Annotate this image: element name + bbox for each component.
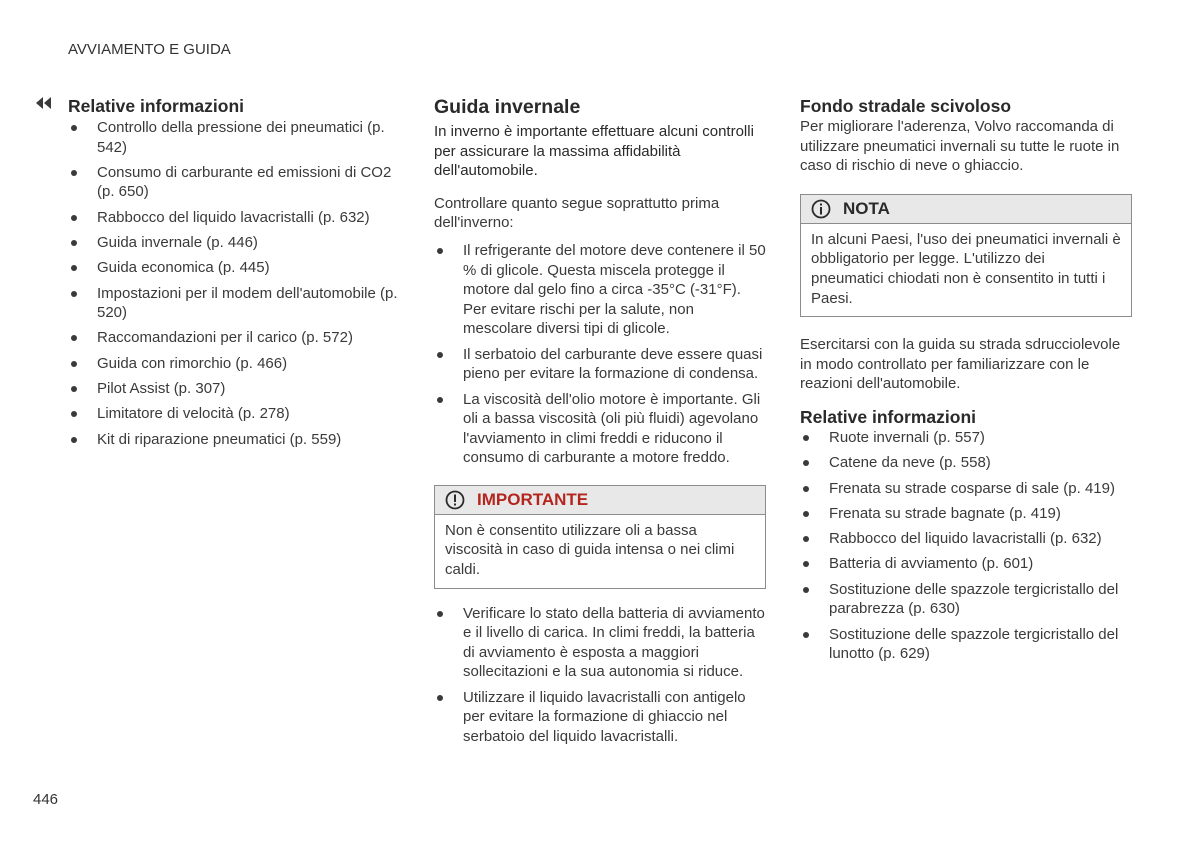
back-icon[interactable] bbox=[36, 97, 52, 109]
list-item: Utilizzare il liquido lavacristalli con antigelo per evitare la formazione di ghiaccio nel serbatoio del liquido lavacristalli. bbox=[434, 688, 766, 747]
warning-icon bbox=[445, 490, 465, 510]
related-link[interactable]: Controllo della pressione dei pneumatici (p. 542) bbox=[68, 118, 400, 157]
related-info-heading: Relative informazioni bbox=[68, 96, 245, 116]
related-info-list bbox=[800, 428, 1132, 664]
related-info-heading: Relative informazioni bbox=[800, 406, 977, 427]
related-link[interactable]: Raccomandazioni per il carico (p. 572) bbox=[68, 328, 400, 348]
checklist-a bbox=[434, 241, 766, 468]
related-link[interactable]: Frenata su strade cosparse di sale (p. 419) bbox=[800, 479, 1132, 499]
related-info-list bbox=[68, 118, 400, 449]
list-item: La viscosità dell'olio motore è importante. Gli oli a bassa viscosità (oli più fluidi) agevolano l'avviamento in climi freddi e riducono il consumo di carburante a motore freddo. bbox=[434, 390, 766, 468]
info-icon bbox=[811, 199, 831, 219]
note-header bbox=[801, 195, 1131, 224]
note-box bbox=[800, 194, 1132, 317]
section-heading: Fondo stradale scivoloso bbox=[800, 96, 1012, 116]
lead-paragraph: In inverno è importante effettuare alcuni controlli per assicurare la massima affidabilità dell'automobile. bbox=[434, 123, 754, 180]
important-label: IMPORTANTE bbox=[477, 490, 589, 510]
page-number: 446 bbox=[33, 791, 59, 808]
checklist-b bbox=[434, 604, 766, 747]
related-link[interactable]: Sostituzione delle spazzole tergicristallo del parabrezza (p. 630) bbox=[800, 580, 1132, 619]
related-link[interactable]: Limitatore di velocità (p. 278) bbox=[68, 404, 400, 424]
important-header bbox=[435, 486, 765, 515]
related-link[interactable]: Ruote invernali (p. 557) bbox=[800, 428, 1132, 448]
left-column bbox=[68, 95, 400, 455]
related-link[interactable]: Pilot Assist (p. 307) bbox=[68, 379, 400, 399]
related-link[interactable]: Rabbocco del liquido lavacristalli (p. 632) bbox=[800, 529, 1132, 549]
middle-column bbox=[434, 95, 766, 752]
note-label: NOTA bbox=[843, 198, 890, 218]
related-link[interactable]: Guida invernale (p. 446) bbox=[68, 233, 400, 253]
related-link[interactable]: Guida economica (p. 445) bbox=[68, 258, 400, 278]
related-link[interactable]: Sostituzione delle spazzole tergicristallo del lunotto (p. 629) bbox=[800, 625, 1132, 664]
list-item: Il serbatoio del carburante deve essere quasi pieno per evitare la formazione di condensa. bbox=[434, 345, 766, 384]
important-box bbox=[434, 485, 766, 589]
list-item: Il refrigerante del motore deve contenere il 50 % di glicole. Questa miscela protegge il motore dal gelo fino a circa -35°C (-31°F). Per evitare rischi per la salute, non mescolare diversi tipi di glicole. bbox=[434, 241, 766, 339]
page-title: Guida invernale bbox=[434, 96, 581, 118]
related-link[interactable]: Frenata su strade bagnate (p. 419) bbox=[800, 504, 1132, 524]
note-text: In alcuni Paesi, l'uso dei pneumatici invernali è obbligatorio per legge. L'utilizzo dei pneumatici chiodati non è consentito in tutti i Paesi. bbox=[811, 230, 1121, 307]
practice-paragraph: Esercitarsi con la guida su strada sdrucciolevole in modo controllato per familiarizzare con le reazioni dell'automobile. bbox=[800, 336, 1121, 393]
section-header: AVVIAMENTO E GUIDA bbox=[68, 41, 231, 58]
related-link[interactable]: Kit di riparazione pneumatici (p. 559) bbox=[68, 430, 400, 450]
section-paragraph: Per migliorare l'aderenza, Volvo raccomanda di utilizzare pneumatici invernali su tutte le ruote in caso di rischio di neve o ghiaccio. bbox=[800, 118, 1120, 175]
related-link[interactable]: Rabbocco del liquido lavacristalli (p. 632) bbox=[68, 208, 400, 228]
right-column bbox=[800, 95, 1132, 669]
related-link[interactable]: Guida con rimorchio (p. 466) bbox=[68, 354, 400, 374]
related-link[interactable]: Catene da neve (p. 558) bbox=[800, 453, 1132, 473]
related-link[interactable]: Consumo di carburante ed emissioni di CO2 (p. 650) bbox=[68, 163, 400, 202]
intro-paragraph: Controllare quanto segue soprattutto prima dell'inverno: bbox=[434, 194, 720, 232]
important-text: Non è consentito utilizzare oli a bassa viscosità in caso di guida intensa o nei climi caldi. bbox=[445, 521, 735, 579]
related-link[interactable]: Impostazioni per il modem dell'automobile (p. 520) bbox=[68, 284, 400, 323]
related-link[interactable]: Batteria di avviamento (p. 601) bbox=[800, 554, 1132, 574]
list-item: Verificare lo stato della batteria di avviamento e il livello di carica. In climi freddi, la batteria di avviamento è esposta a maggiori sollecitazioni e la sua autonomia si riduce. bbox=[434, 604, 766, 682]
